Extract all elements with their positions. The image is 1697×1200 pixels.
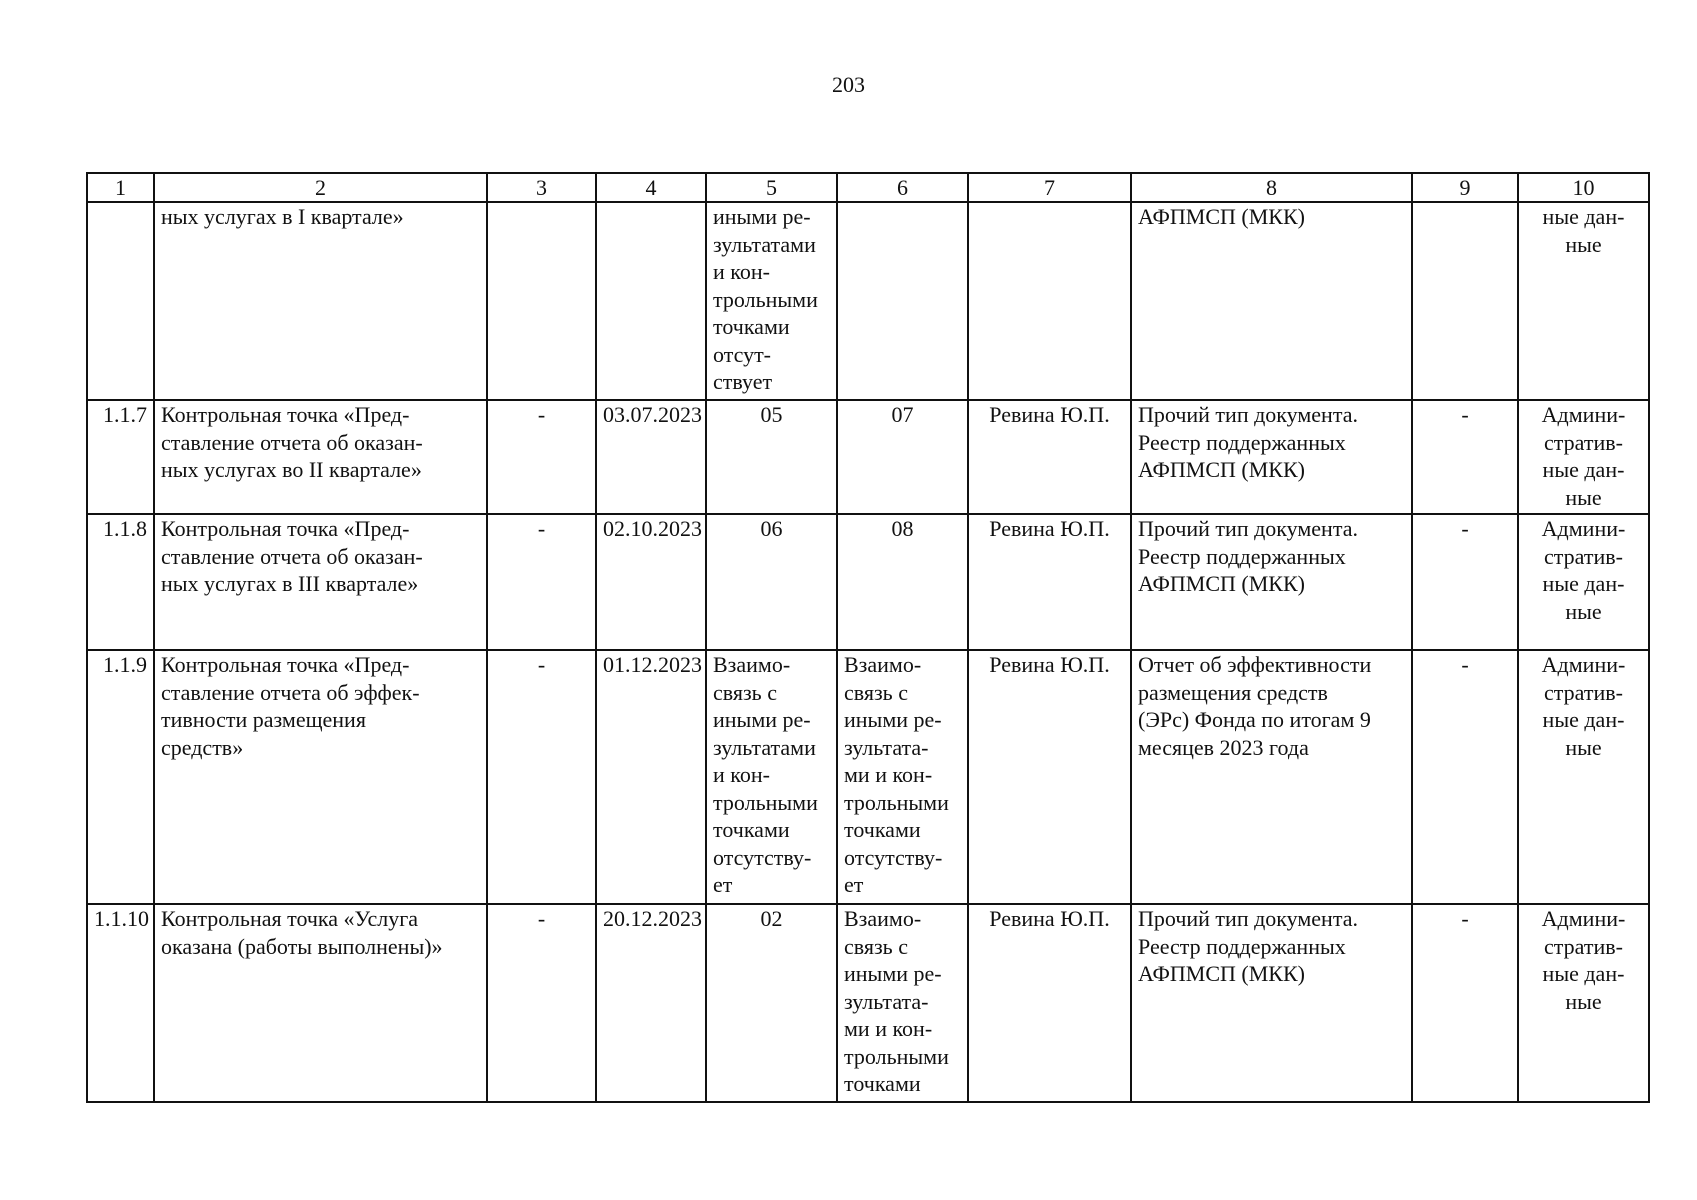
date-cell: 02.10.2023 [596, 514, 706, 650]
column-header: 1 [87, 173, 154, 202]
column-header: 6 [837, 173, 968, 202]
name-cell: Контрольная точка «Пред- ставление отчета об оказан- ных услугах во II квартале» [154, 400, 487, 514]
name-cell: Контрольная точка «Пред- ставление отчета об оказан- ных услугах в III квартале» [154, 514, 487, 650]
col5-cell: 06 [706, 514, 837, 650]
column-header: 5 [706, 173, 837, 202]
col3-cell [487, 202, 596, 400]
table-row [87, 400, 1649, 514]
source-cell: Админи- стратив- ные дан- ные [1518, 904, 1649, 1102]
col5-cell: Взаимо- связь с иными ре- зультатами и кон- трольными точками отсутству- ет [706, 650, 837, 904]
col6-cell [837, 202, 968, 400]
table-row [87, 202, 1649, 400]
document-cell: Прочий тип документа. Реестр поддержанных АФПМСП (МКК) [1131, 400, 1412, 514]
page-number: 203 [832, 72, 865, 97]
column-header: 4 [596, 173, 706, 202]
name-cell: Контрольная точка «Услуга оказана (работы выполнены)» [154, 904, 487, 1102]
row-number-cell [87, 202, 154, 400]
column-header: 2 [154, 173, 487, 202]
source-cell: Админи- стратив- ные дан- ные [1518, 650, 1649, 904]
col9-cell: - [1412, 514, 1518, 650]
column-header: 3 [487, 173, 596, 202]
source-cell: ные дан- ные [1518, 202, 1649, 400]
row-number-cell: 1.1.8 [87, 514, 154, 650]
responsible-cell: Ревина Ю.П. [968, 514, 1131, 650]
date-cell: 01.12.2023 [596, 650, 706, 904]
name-cell: Контрольная точка «Пред- ставление отчета об эффек- тивности размещения средств» [154, 650, 487, 904]
col3-cell: - [487, 650, 596, 904]
responsible-cell: Ревина Ю.П. [968, 400, 1131, 514]
table-row [87, 650, 1649, 904]
date-cell: 03.07.2023 [596, 400, 706, 514]
col5-cell: иными ре- зультатами и кон- трольными точками отсут- ствует [706, 202, 837, 400]
column-header: 7 [968, 173, 1131, 202]
date-cell [596, 202, 706, 400]
column-header: 10 [1518, 173, 1649, 202]
source-cell: Админи- стратив- ные дан- ные [1518, 400, 1649, 514]
row-number-cell: 1.1.7 [87, 400, 154, 514]
col3-cell: - [487, 514, 596, 650]
date-cell: 20.12.2023 [596, 904, 706, 1102]
col5-cell: 02 [706, 904, 837, 1102]
responsible-cell: Ревина Ю.П. [968, 904, 1131, 1102]
document-cell: Прочий тип документа. Реестр поддержанных АФПМСП (МКК) [1131, 904, 1412, 1102]
row-number-cell: 1.1.9 [87, 650, 154, 904]
responsible-cell [968, 202, 1131, 400]
column-number-header-row [87, 173, 1649, 202]
col9-cell: - [1412, 400, 1518, 514]
name-cell: ных услугах в I квартале» [154, 202, 487, 400]
table-row [87, 904, 1649, 1102]
col6-cell: 07 [837, 400, 968, 514]
column-header: 8 [1131, 173, 1412, 202]
column-header: 9 [1412, 173, 1518, 202]
col3-cell: - [487, 400, 596, 514]
col9-cell: - [1412, 650, 1518, 904]
col6-cell: Взаимо- связь с иными ре- зультата- ми и кон- трольными точками отсутству- ет [837, 650, 968, 904]
control-points-table [86, 172, 1650, 1103]
col3-cell: - [487, 904, 596, 1102]
col9-cell: - [1412, 904, 1518, 1102]
col6-cell: Взаимо- связь с иными ре- зультата- ми и кон- трольными точками [837, 904, 968, 1102]
responsible-cell: Ревина Ю.П. [968, 650, 1131, 904]
table-row [87, 514, 1649, 650]
source-cell: Админи- стратив- ные дан- ные [1518, 514, 1649, 650]
col9-cell [1412, 202, 1518, 400]
col5-cell: 05 [706, 400, 837, 514]
document-cell: АФПМСП (МКК) [1131, 202, 1412, 400]
document-cell: Отчет об эффективности размещения средств (ЭРс) Фонда по итогам 9 месяцев 2023 года [1131, 650, 1412, 904]
col6-cell: 08 [837, 514, 968, 650]
row-number-cell: 1.1.10 [87, 904, 154, 1102]
document-cell: Прочий тип документа. Реестр поддержанных АФПМСП (МКК) [1131, 514, 1412, 650]
